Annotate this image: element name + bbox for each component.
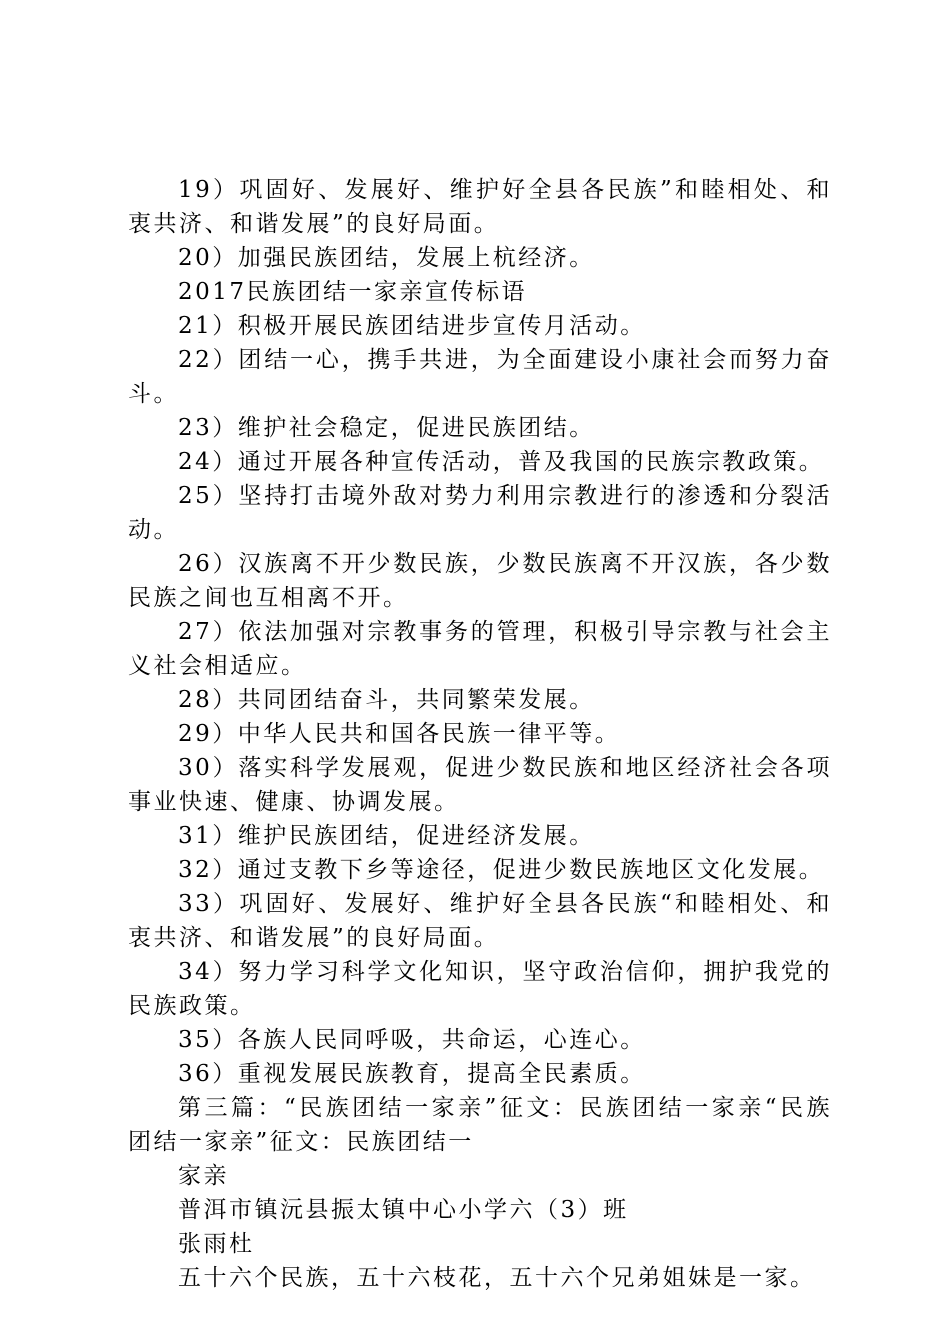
section-heading-slogans: 2017民族团结一家亲宣传标语 xyxy=(178,279,528,305)
paragraph-32: 32）通过支教下乡等途径，促进少数民族地区文化发展。 xyxy=(178,857,825,883)
paragraph-35: 35）各族人民同呼吸，共命运，心连心。 xyxy=(178,1027,646,1053)
paragraph-31: 31）维护民族团结，促进经济发展。 xyxy=(178,823,595,849)
document-body xyxy=(128,173,832,1295)
paragraph-29: 29）中华人民共和国各民族一律平等。 xyxy=(178,721,621,747)
essay-title: 第三篇：“民族团结一家亲”征文：民族团结一家亲“民族团结一家亲”征文：民族团结一 xyxy=(128,1095,832,1155)
paragraph-36: 36）重视发展民族教育，提高全民素质。 xyxy=(178,1061,646,1087)
paragraph-28: 28）共同团结奋斗，共同繁荣发展。 xyxy=(178,687,595,713)
paragraph-19: 19）巩固好、发展好、维护好全县各民族”和睦相处、和衷共济、和谐发展”的良好局面。 xyxy=(128,177,832,237)
paragraph-34: 34）努力学习科学文化知识，坚守政治信仰，拥护我党的民族政策。 xyxy=(128,959,832,1019)
paragraph-20: 20）加强民族团结，发展上杭经济。 xyxy=(178,245,595,271)
author-name: 张雨杜 xyxy=(178,1231,255,1257)
paragraph-21: 21）积极开展民族团结进步宣传月活动。 xyxy=(178,313,646,339)
paragraph-25: 25）坚持打击境外敌对势力利用宗教进行的渗透和分裂活动。 xyxy=(128,483,832,543)
essay-title-continued: 家亲 xyxy=(178,1163,229,1189)
paragraph-23: 23）维护社会稳定，促进民族团结。 xyxy=(178,415,595,441)
paragraph-30: 30）落实科学发展观，促进少数民族和地区经济社会各项事业快速、健康、协调发展。 xyxy=(128,755,832,815)
paragraph-27: 27）依法加强对宗教事务的管理，积极引导宗教与社会主义社会相适应。 xyxy=(128,619,832,679)
essay-first-paragraph: 五十六个民族，五十六枝花，五十六个兄弟姐妹是一家。 xyxy=(178,1265,816,1291)
paragraph-22: 22）团结一心，携手共进，为全面建设小康社会而努力奋斗。 xyxy=(128,347,832,407)
paragraph-33: 33）巩固好、发展好、维护好全县各民族“和睦相处、和衷共济、和谐发展”的良好局面。 xyxy=(128,891,832,951)
author-school: 普洱市镇沅县振太镇中心小学六（3）班 xyxy=(178,1197,629,1223)
paragraph-24: 24）通过开展各种宣传活动，普及我国的民族宗教政策。 xyxy=(178,449,825,475)
paragraph-26: 26）汉族离不开少数民族，少数民族离不开汉族，各少数民族之间也互相离不开。 xyxy=(128,551,832,611)
